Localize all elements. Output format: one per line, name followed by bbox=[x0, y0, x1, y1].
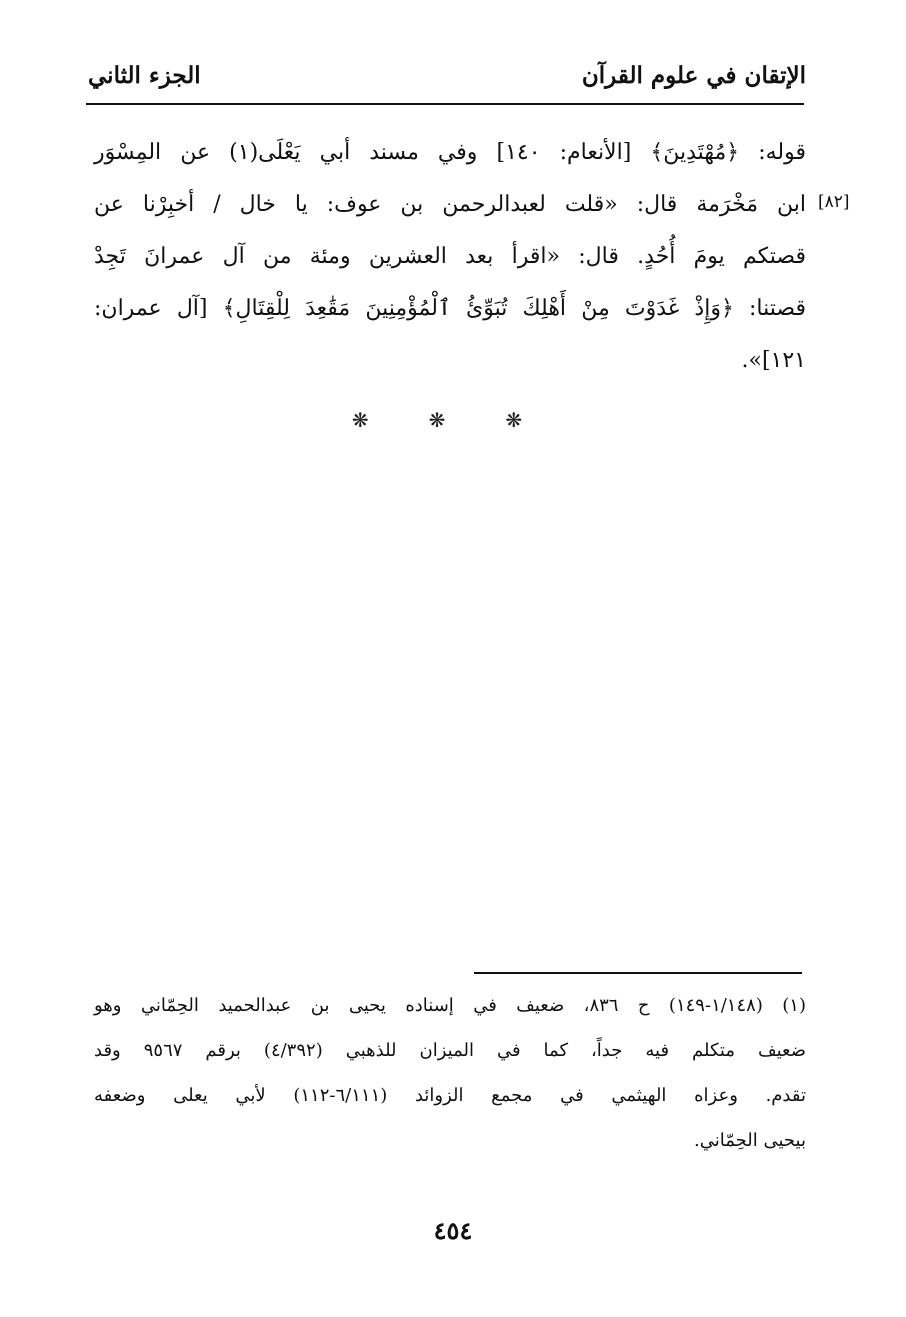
body-line-2: ابن مَخْرَمة قال: «قلت لعبدالرحمن بن عوف: يا خال / أخبِرْنا عن bbox=[94, 192, 807, 217]
header-divider bbox=[86, 103, 804, 105]
page-reference-marker: [٨٢] bbox=[818, 192, 850, 212]
running-header-volume: الجزء الثاني bbox=[88, 62, 201, 89]
footnote-line-2: ضعيف متكلم فيه جداً، كما في الميزان للذهبي (٤/٣٩٢) برقم ٩٥٦٧ وقد bbox=[94, 1040, 807, 1061]
footnote-divider bbox=[474, 972, 802, 974]
separator-ornament-icon: ❋ bbox=[505, 408, 555, 432]
separator-ornament-icon: ❋ bbox=[428, 408, 478, 432]
separator-ornament-icon: ❋ bbox=[351, 408, 401, 432]
footnote-line-4: بيحيى الحِمّاني. bbox=[694, 1130, 806, 1151]
footnote-line-3: تقدم. وعزاه الهيثمي في مجمع الزوائد (٦/١١١-١١٢) لأبي يعلى وضعفه bbox=[94, 1085, 806, 1106]
running-header-book-title: الإتقان في علوم القرآن bbox=[581, 62, 806, 89]
body-line-5: ١٢١]». bbox=[741, 348, 806, 373]
body-line-1: قوله: ﴿مُهْتَدِينَ﴾ [الأنعام: ١٤٠] وفي مسند أبي يَعْلَى(١) عن المِسْوَر bbox=[94, 140, 807, 165]
body-line-3: قصتكم يومَ أُحُدٍ. قال: «اقرأ بعد العشرين ومئة من آل عمرانَ تَجِدْ bbox=[94, 244, 806, 269]
section-separator bbox=[0, 408, 906, 432]
page-number: ٤٥٤ bbox=[433, 1216, 473, 1245]
body-line-4: قصتنا: ﴿وَإِذْ غَدَوْتَ مِنْ أَهْلِكَ تُبَوِّئُ ٱلْمُؤْمِنِينَ مَقَٰعِدَ لِلْقِتَالِ﴾ [آل عمران: bbox=[94, 296, 806, 321]
footnote-line-1: (١) (١/١٤٨-١٤٩) ح ٨٣٦، ضعيف في إسناده يحيى بن عبدالحميد الحِمّاني وهو bbox=[94, 995, 806, 1016]
